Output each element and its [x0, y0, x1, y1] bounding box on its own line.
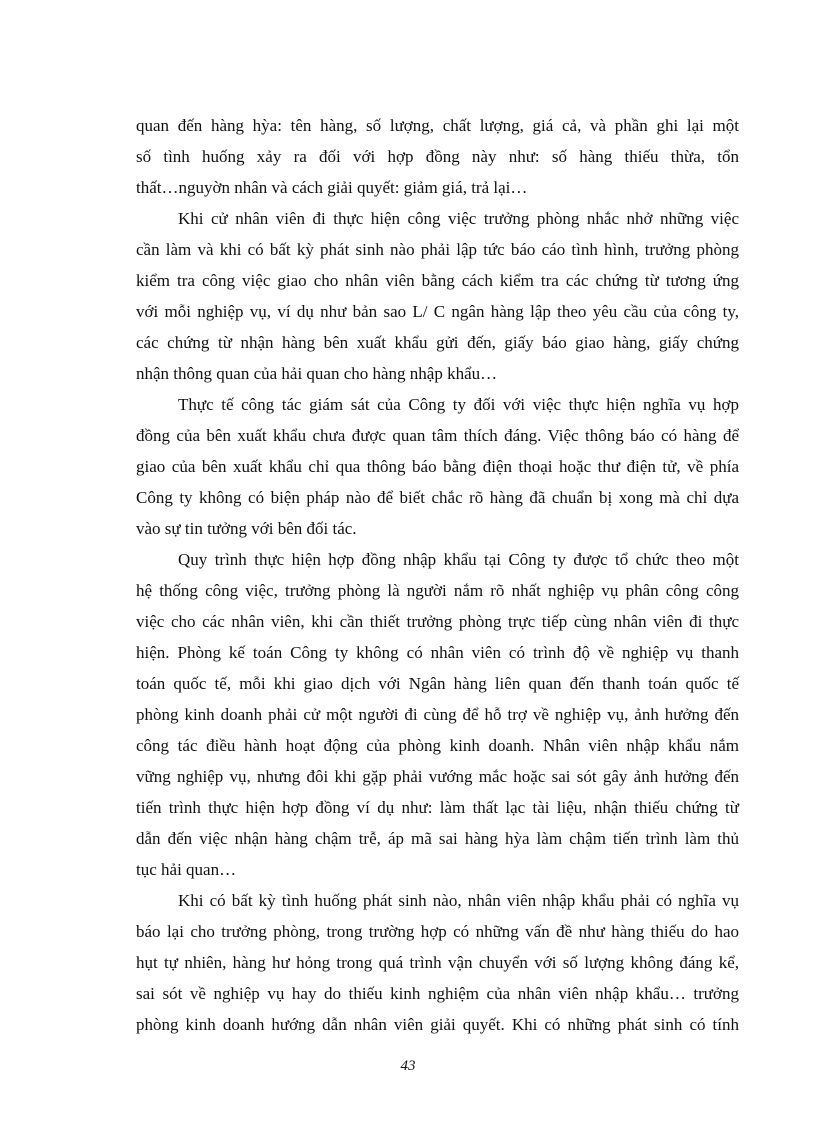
page-number: 43	[400, 1058, 416, 1074]
body-text-line: Khi cử nhân viên đi thực hiện công việc trưởng phòng nhắc nhở những việc	[178, 209, 739, 228]
body-text-line: Công ty không có biện pháp nào để biết chắc rõ hàng đã chuẩn bị xong mà chỉ dựa	[136, 488, 739, 507]
body-text-line: vững nghiệp vụ, nhưng đôi khi gặp phải vướng mắc hoặc sai sót gây ảnh hưởng đến	[136, 767, 739, 786]
body-text-line: vào sự tin tưởng với bên đối tác.	[136, 519, 357, 538]
body-text-line: toán quốc tế, mỗi khi giao dịch với Ngân hàng liên quan đến thanh toán quốc tế	[136, 674, 739, 693]
body-text-line: phòng kinh doanh hướng dẫn nhân viên giải quyết. Khi có những phát sinh có tính	[136, 1015, 739, 1034]
body-text-line: tục hải quan…	[136, 860, 237, 879]
body-text-line: công tác điều hành hoạt động của phòng kinh doanh. Nhân viên nhập khẩu nắm	[136, 736, 739, 755]
body-text-line: giao của bên xuất khẩu chỉ qua thông báo bằng điện thoại hoặc thư điện tử, về phía	[136, 457, 739, 476]
body-text-line: báo lại cho trưởng phòng, trong trường hợp có những vấn đề như hàng thiếu do hao	[136, 922, 739, 941]
body-text-line: thất…nguyờn nhân và cách giải quyết: giảm giá, trả lại…	[136, 178, 528, 197]
body-text-line: quan đến hàng hỳa: tên hàng, số lượng, chất lượng, giá cả, và phần ghi lại một	[136, 116, 739, 135]
body-text-line: sai sót về nghiệp vụ hay do thiếu kinh nghiệm của nhân viên nhập khẩu… trưởng	[136, 984, 739, 1003]
body-text-line: với mỗi nghiệp vụ, ví dụ như bản sao L/ C ngân hàng lập theo yêu cầu của công ty,	[136, 302, 739, 321]
body-text-line: cần làm và khi có bất kỳ phát sinh nào phải lập tức báo cáo tình hình, trưởng phòng	[136, 240, 739, 259]
body-text-line: các chứng từ nhận hàng bên xuất khẩu gửi đến, giấy báo giao hàng, giấy chứng	[136, 333, 739, 352]
body-text-line: Khi có bất kỳ tình huống phát sinh nào, nhân viên nhập khẩu phải có nghĩa vụ	[178, 891, 739, 910]
body-text-line: số tình huống xảy ra đối với hợp đồng này như: số hàng thiếu thừa, tổn	[136, 147, 739, 166]
body-text-line: hệ thống công việc, trưởng phòng là người nắm rõ nhất nghiệp vụ phân công công	[136, 581, 739, 600]
body-text-line: dẫn đến việc nhận hàng chậm trễ, áp mã sai hàng hỳa làm chậm tiến trình làm thủ	[136, 829, 739, 848]
body-text-line: phòng kinh doanh phải cử một người đi cùng để hỗ trợ về nghiệp vụ, ảnh hưởng đến	[136, 705, 739, 724]
body-text-line: hụt tự nhiên, hàng hư hỏng trong quá trình vận chuyển với số lượng không đáng kể,	[136, 953, 739, 972]
body-text-line: đồng của bên xuất khẩu chưa được quan tâm thích đáng. Việc thông báo có hàng để	[136, 426, 739, 445]
body-text-line: hiện. Phòng kế toán Công ty không có nhân viên có trình độ về nghiệp vụ thanh	[136, 643, 739, 662]
body-text-line: Thực tế công tác giám sát của Công ty đối với việc thực hiện nghĩa vụ hợp	[178, 395, 739, 414]
body-text-line: nhận thông quan của hải quan cho hàng nhập khẩu…	[136, 364, 498, 383]
body-text-line: kiểm tra công việc giao cho nhân viên bằng cách kiểm tra các chứng từ tương ứng	[136, 271, 739, 290]
body-text-line: việc cho các nhân viên, khi cần thiết trưởng phòng trực tiếp cùng nhân viên đi thực	[136, 612, 739, 631]
body-text-line: Quy trình thực hiện hợp đồng nhập khẩu tại Công ty được tổ chức theo một	[178, 550, 739, 569]
body-text-line: tiến trình thực hiện hợp đồng ví dụ như: làm thất lạc tài liệu, nhận thiếu chứng từ	[136, 798, 739, 817]
